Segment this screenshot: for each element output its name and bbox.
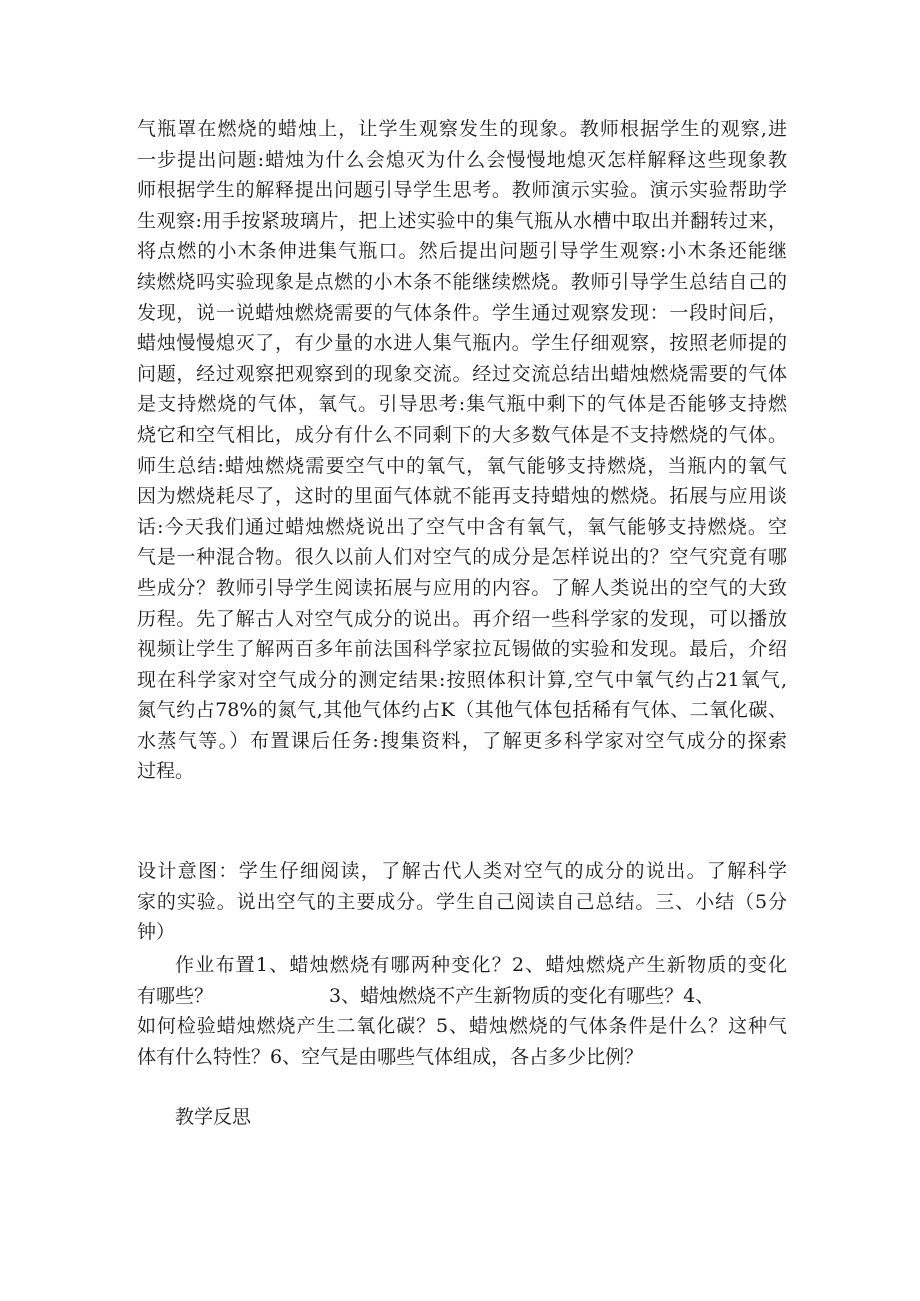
body-line: 因为燃烧耗尽了，这时的里面气体就不能再支持蜡烛的燃烧。拓展与应用谈 bbox=[137, 485, 787, 508]
body-line: 气是一种混合物。很久以前人们对空气的成分是怎样说出的？空气究竟有哪 bbox=[137, 546, 787, 569]
body-line: 续燃烧吗实验现象是点燃的小木条不能继续燃烧。教师引导学生总结自己的 bbox=[137, 270, 787, 293]
homework-line-segment: 3、蜡烛燃烧不产生新物质的变化有哪些？4、 bbox=[329, 984, 715, 1007]
body-line: 问题，经过观察把观察到的现象交流。经过交流总结出蜡烛燃烧需要的气体 bbox=[137, 362, 787, 385]
homework-line bbox=[137, 981, 787, 1012]
body-line: 蜡烛慢慢熄灭了，有少量的水进人集气瓶内。学生仔细观察，按照老师提的 bbox=[137, 332, 787, 355]
reflection-title: 教学反思 bbox=[175, 1106, 252, 1128]
body-line: 视频让学生了解两百多年前法国科学家拉瓦锡做的实验和发现。最后，介绍 bbox=[137, 638, 787, 661]
intent-line: 设计意图：学生仔细阅读，了解古代人类对空气的成分的说出。了解科学 bbox=[137, 860, 787, 882]
body-line: 话:今天我们通过蜡烛燃烧说出了空气中含有氧气，氧气能够支持燃烧。空 bbox=[137, 515, 787, 538]
lesson-body-paragraph bbox=[137, 114, 787, 787]
body-line: 些成分？教师引导学生阅读拓展与应用的内容。了解人类说出的空气的大致 bbox=[137, 576, 787, 599]
body-line: 历程。先了解古人对空气成分的说出。再介绍一些科学家的发现，可以播放 bbox=[137, 607, 787, 630]
body-line: 现在科学家对空气成分的测定结果:按照体积计算,空气中氧气约占21氧气, bbox=[137, 668, 787, 691]
body-line: 水蒸气等。）布置课后任务:搜集资料，了解更多科学家对空气成分的探索 bbox=[137, 729, 787, 752]
homework-paragraph bbox=[137, 950, 787, 1072]
homework-line-segment: 有哪些？ bbox=[137, 984, 214, 1007]
body-line: 氮气约占78%的氮气,其他气体约占K（其他气体包括稀有气体、二氧化碳、 bbox=[137, 699, 787, 722]
homework-line: 如何检验蜡烛燃烧产生二氧化碳？5、蜡烛燃烧的气体条件是什么？这种气 bbox=[137, 1015, 787, 1038]
design-intent-paragraph bbox=[137, 856, 787, 948]
intent-line: 钟） bbox=[137, 921, 176, 944]
body-line: 是支持燃烧的气体，氧气。引导思考:集气瓶中剩下的气体是否能够支持燃 bbox=[137, 393, 787, 416]
teaching-reflection-heading bbox=[137, 1102, 787, 1133]
body-line: 发现，说一说蜡烛燃烧需要的气体条件。学生通过观察发现：一段时间后， bbox=[137, 301, 787, 324]
body-line: 过程。 bbox=[137, 760, 195, 783]
body-line: 师根据学生的解释提出问题引导学生思考。教师演示实验。演示实验帮助学 bbox=[137, 179, 787, 202]
body-line: 一步提出问题:蜡烛为什么会熄灭为什么会慢慢地熄灭怎样解释这些现象教 bbox=[137, 148, 787, 171]
homework-line: 作业布置1、蜡烛燃烧有哪两种变化？2、蜡烛燃烧产生新物质的变化 bbox=[175, 954, 787, 976]
body-line: 将点燃的小木条伸进集气瓶口。然后提出问题引导学生观察:小木条还能继 bbox=[137, 240, 787, 263]
homework-line: 体有什么特性？6、空气是由哪些气体组成，各占多少比例？ bbox=[137, 1045, 644, 1068]
intent-line: 家的实验。说出空气的主要成分。学生自己阅读自己总结。三、小结（5分 bbox=[137, 890, 787, 913]
body-line: 气瓶罩在燃烧的蜡烛上，让学生观察发生的现象。教师根据学生的观察,进 bbox=[137, 118, 787, 140]
body-line: 烧它和空气相比，成分有什么不同剩下的大多数气体是不支持燃烧的气体。 bbox=[137, 423, 787, 446]
body-line: 生观察:用手按紧玻璃片，把上述实验中的集气瓶从水槽中取出并翻转过来， bbox=[137, 209, 787, 232]
body-line: 师生总结:蜡烛燃烧需要空气中的氧气，氧气能够支持燃烧，当瓶内的氧气 bbox=[137, 454, 787, 477]
